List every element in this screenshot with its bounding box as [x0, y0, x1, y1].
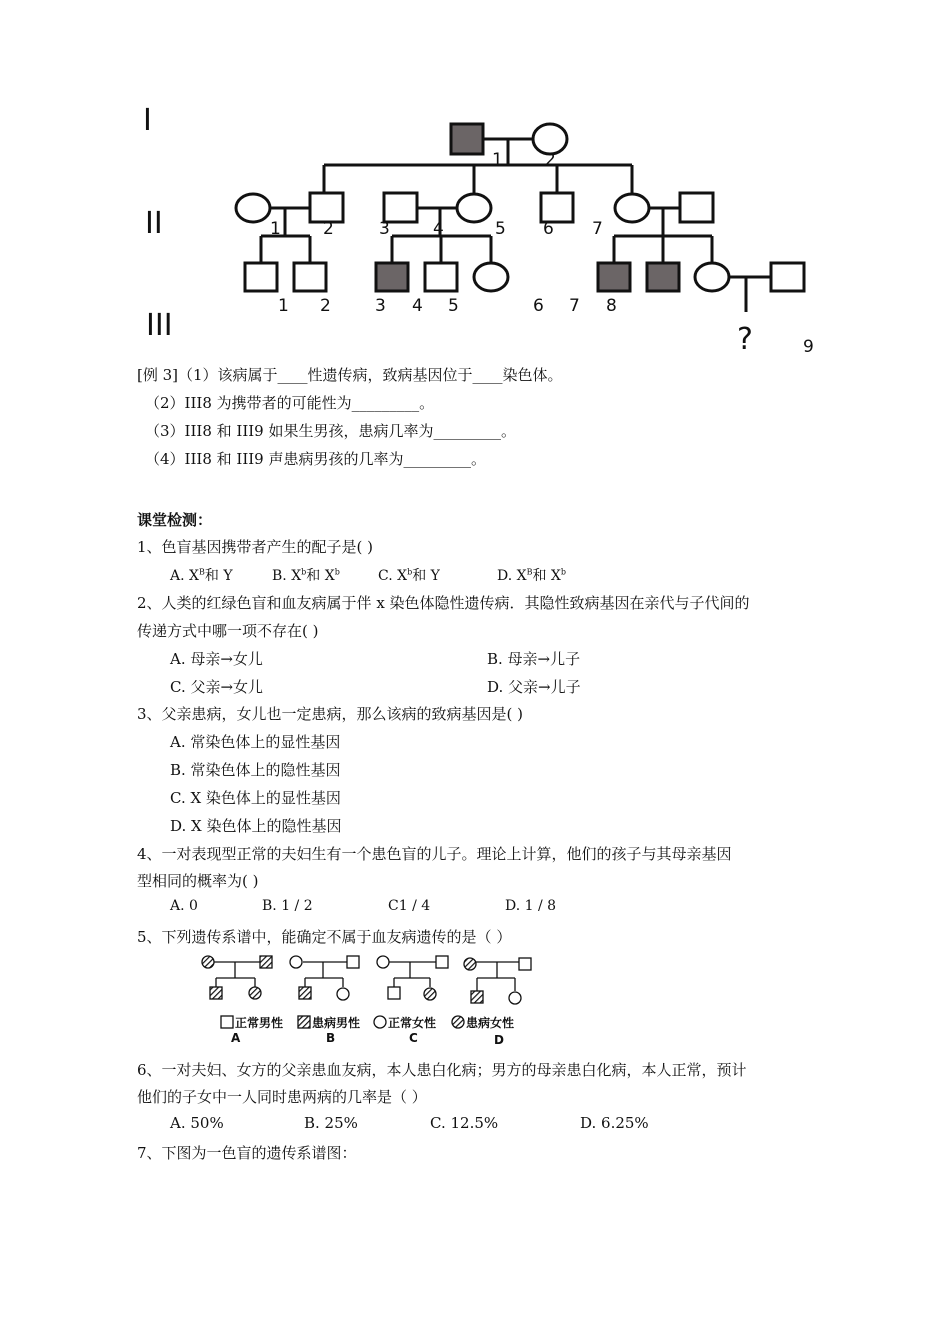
- pedigree-III1-male: [245, 263, 277, 291]
- q5d-normal-female-child: [509, 992, 521, 1004]
- q5c-normal-female-parent: [377, 956, 389, 968]
- pedigree-III5-female: [474, 263, 508, 291]
- q5-label-a: A: [231, 1031, 241, 1045]
- q3-option-a: A. 常染色体上的显性基因: [170, 733, 341, 751]
- example3-q3: （3）III8 和 III9 如果生男孩，患病几率为_________。: [145, 422, 516, 440]
- q2-stem-line2: 传递方式中哪一项不存在( ): [137, 622, 319, 640]
- legend-normal-male: 正常男性: [235, 1016, 284, 1030]
- q2-option-c: C. 父亲→女儿: [170, 678, 264, 696]
- pedigree-II1-female: [236, 194, 270, 222]
- q3-option-b: B. 常染色体上的隐性基因: [170, 761, 341, 779]
- pedigree-number: 1: [492, 150, 503, 170]
- q1-option-a: A. $X^B$和 Y: [170, 567, 233, 584]
- legend-normal-female: 正常女性: [388, 1016, 437, 1030]
- example3-q1: [例 3]（1）该病属于____性遗传病，致病基因位于____染色体。: [137, 366, 563, 384]
- pedigree-number: 8: [606, 296, 617, 316]
- legend-normal-female-symbol: [374, 1016, 386, 1028]
- pedigree-II7-male: [680, 193, 713, 222]
- q6-option-a: A. 50%: [170, 1114, 224, 1132]
- q3-option-c: C. X 染色体上的显性基因: [170, 789, 341, 807]
- pedigree-number: 2: [545, 150, 556, 170]
- q1-option-c: C. $X^b$和 Y: [378, 567, 440, 584]
- question-mark: ?: [737, 322, 753, 357]
- q5a-affected-male-parent: [260, 956, 272, 968]
- pedigree-II3-male: [384, 193, 417, 222]
- q5b-affected-male-child: [299, 987, 311, 999]
- section-title: 课堂检测：: [137, 511, 213, 529]
- pedigree-II5-male: [541, 193, 573, 222]
- pedigree-number: 5: [495, 219, 506, 239]
- q6-option-d: D. 6.25%: [580, 1114, 649, 1132]
- pedigree-number: 3: [375, 296, 386, 316]
- q5b-normal-male-parent: [347, 956, 359, 968]
- pedigree-number: 4: [412, 296, 423, 316]
- q5d-affected-female-parent: [464, 958, 476, 970]
- pedigree-II6-female: [615, 194, 649, 222]
- q7-stem: 7、下图为一色盲的遗传系谱图：: [137, 1144, 357, 1162]
- q4-stem-line2: 型相同的概率为( ): [137, 872, 259, 890]
- pedigree-III8-female: [695, 263, 729, 291]
- pedigree-number: 2: [323, 219, 334, 239]
- example3-q2: （2）III8 为携带者的可能性为_________。: [145, 394, 435, 412]
- pedigree-diagram: [0, 0, 950, 370]
- generation-label-1: I: [143, 103, 152, 138]
- q5d-affected-male-child: [471, 991, 483, 1003]
- q2-option-b: B. 母亲→儿子: [487, 650, 581, 668]
- q1-option-d: D. $X^B$和 $X^b$: [497, 567, 567, 584]
- pedigree-number: 2: [320, 296, 331, 316]
- pedigree-II2-male: [310, 193, 343, 222]
- pedigree-III6-affected-male: [598, 263, 630, 291]
- pedigree-number: 1: [270, 219, 281, 239]
- q6-option-b: B. 25%: [304, 1114, 358, 1132]
- q3-stem: 3、父亲患病，女儿也一定患病，那么该病的致病基因是( ): [137, 705, 524, 723]
- q5b-normal-female-child: [337, 988, 349, 1000]
- pedigree-III3-affected-male: [376, 263, 408, 291]
- q2-option-d: D. 父亲→儿子: [487, 678, 581, 696]
- q5c-normal-male-child: [388, 987, 400, 999]
- generation-label-3: III: [146, 308, 173, 343]
- generation-label-2: II: [145, 206, 163, 241]
- q2-stem-line1: 2、人类的红绿色盲和血友病属于伴 x 染色体隐性遗传病．其隐性致病基因在亲代与子代间的: [137, 594, 750, 612]
- pedigree-number: 5: [448, 296, 459, 316]
- q5a-affected-female-child: [249, 987, 261, 999]
- q5b-normal-female-parent: [290, 956, 302, 968]
- pedigree-number: 6: [543, 219, 554, 239]
- pedigree-number: 1: [278, 296, 289, 316]
- q4-stem-line1: 4、一对表现型正常的夫妇生有一个患色盲的儿子。理论上计算，他们的孩子与其母亲基因: [137, 845, 732, 863]
- legend-affected-male: 患病男性: [312, 1016, 361, 1030]
- legend-normal-male-symbol: [221, 1016, 233, 1028]
- pedigree-number: 3: [379, 219, 390, 239]
- q5-label-d: D: [494, 1033, 504, 1047]
- legend-affected-female: 患病女性: [466, 1016, 515, 1030]
- pedigree-III4-male: [425, 263, 457, 291]
- q5c-affected-female-child: [424, 988, 436, 1000]
- q5-label-b: B: [326, 1031, 336, 1045]
- q4-option-b: B. 1 / 2: [262, 898, 313, 914]
- q3-option-d: D. X 染色体上的隐性基因: [170, 817, 342, 835]
- pedigree-II4-female: [457, 194, 491, 222]
- q5a-affected-female-parent: [202, 956, 214, 968]
- q5d-normal-male-parent: [519, 958, 531, 970]
- pedigree-number: 6: [533, 296, 544, 316]
- q5a-affected-male-child: [210, 987, 222, 999]
- q4-option-c: C1 / 4: [388, 898, 431, 914]
- q5-stem: 5、下列遗传系谱中，能确定不属于血友病遗传的是（ ）: [137, 928, 512, 946]
- q1-option-b: B. $X^b$和 $X^b$: [272, 567, 340, 584]
- pedigree-I1-affected-male: [451, 124, 483, 154]
- pedigree-number-9: 9: [803, 337, 814, 357]
- q4-option-d: D. 1 / 8: [505, 898, 557, 914]
- pedigree-number: 4: [433, 219, 444, 239]
- example3-q4: （4）III8 和 III9 声患病男孩的几率为_________。: [145, 450, 486, 468]
- q5c-normal-male-parent: [436, 956, 448, 968]
- pedigree-number: 7: [592, 219, 603, 239]
- pedigree-number: 7: [569, 296, 580, 316]
- q6-stem-line1: 6、一对夫妇、女方的父亲患血友病，本人患白化病；男方的母亲患白化病，本人正常，预计: [137, 1061, 747, 1079]
- legend-affected-male-symbol: [298, 1016, 310, 1028]
- q4-option-a: A. 0: [170, 898, 198, 914]
- q5-label-c: C: [409, 1031, 418, 1045]
- q6-stem-line2: 他们的子女中一人同时患两病的几率是（ ）: [137, 1088, 427, 1106]
- pedigree-III7-affected-male: [647, 263, 679, 291]
- q2-option-a: A. 母亲→女儿: [170, 650, 263, 668]
- q1-stem: 1、色盲基因携带者产生的配子是( ): [137, 538, 374, 556]
- legend-affected-female-symbol: [452, 1016, 464, 1028]
- pedigree-III9-male: [771, 263, 804, 291]
- q6-option-c: C. 12.5%: [430, 1114, 499, 1132]
- pedigree-III2-male: [294, 263, 326, 291]
